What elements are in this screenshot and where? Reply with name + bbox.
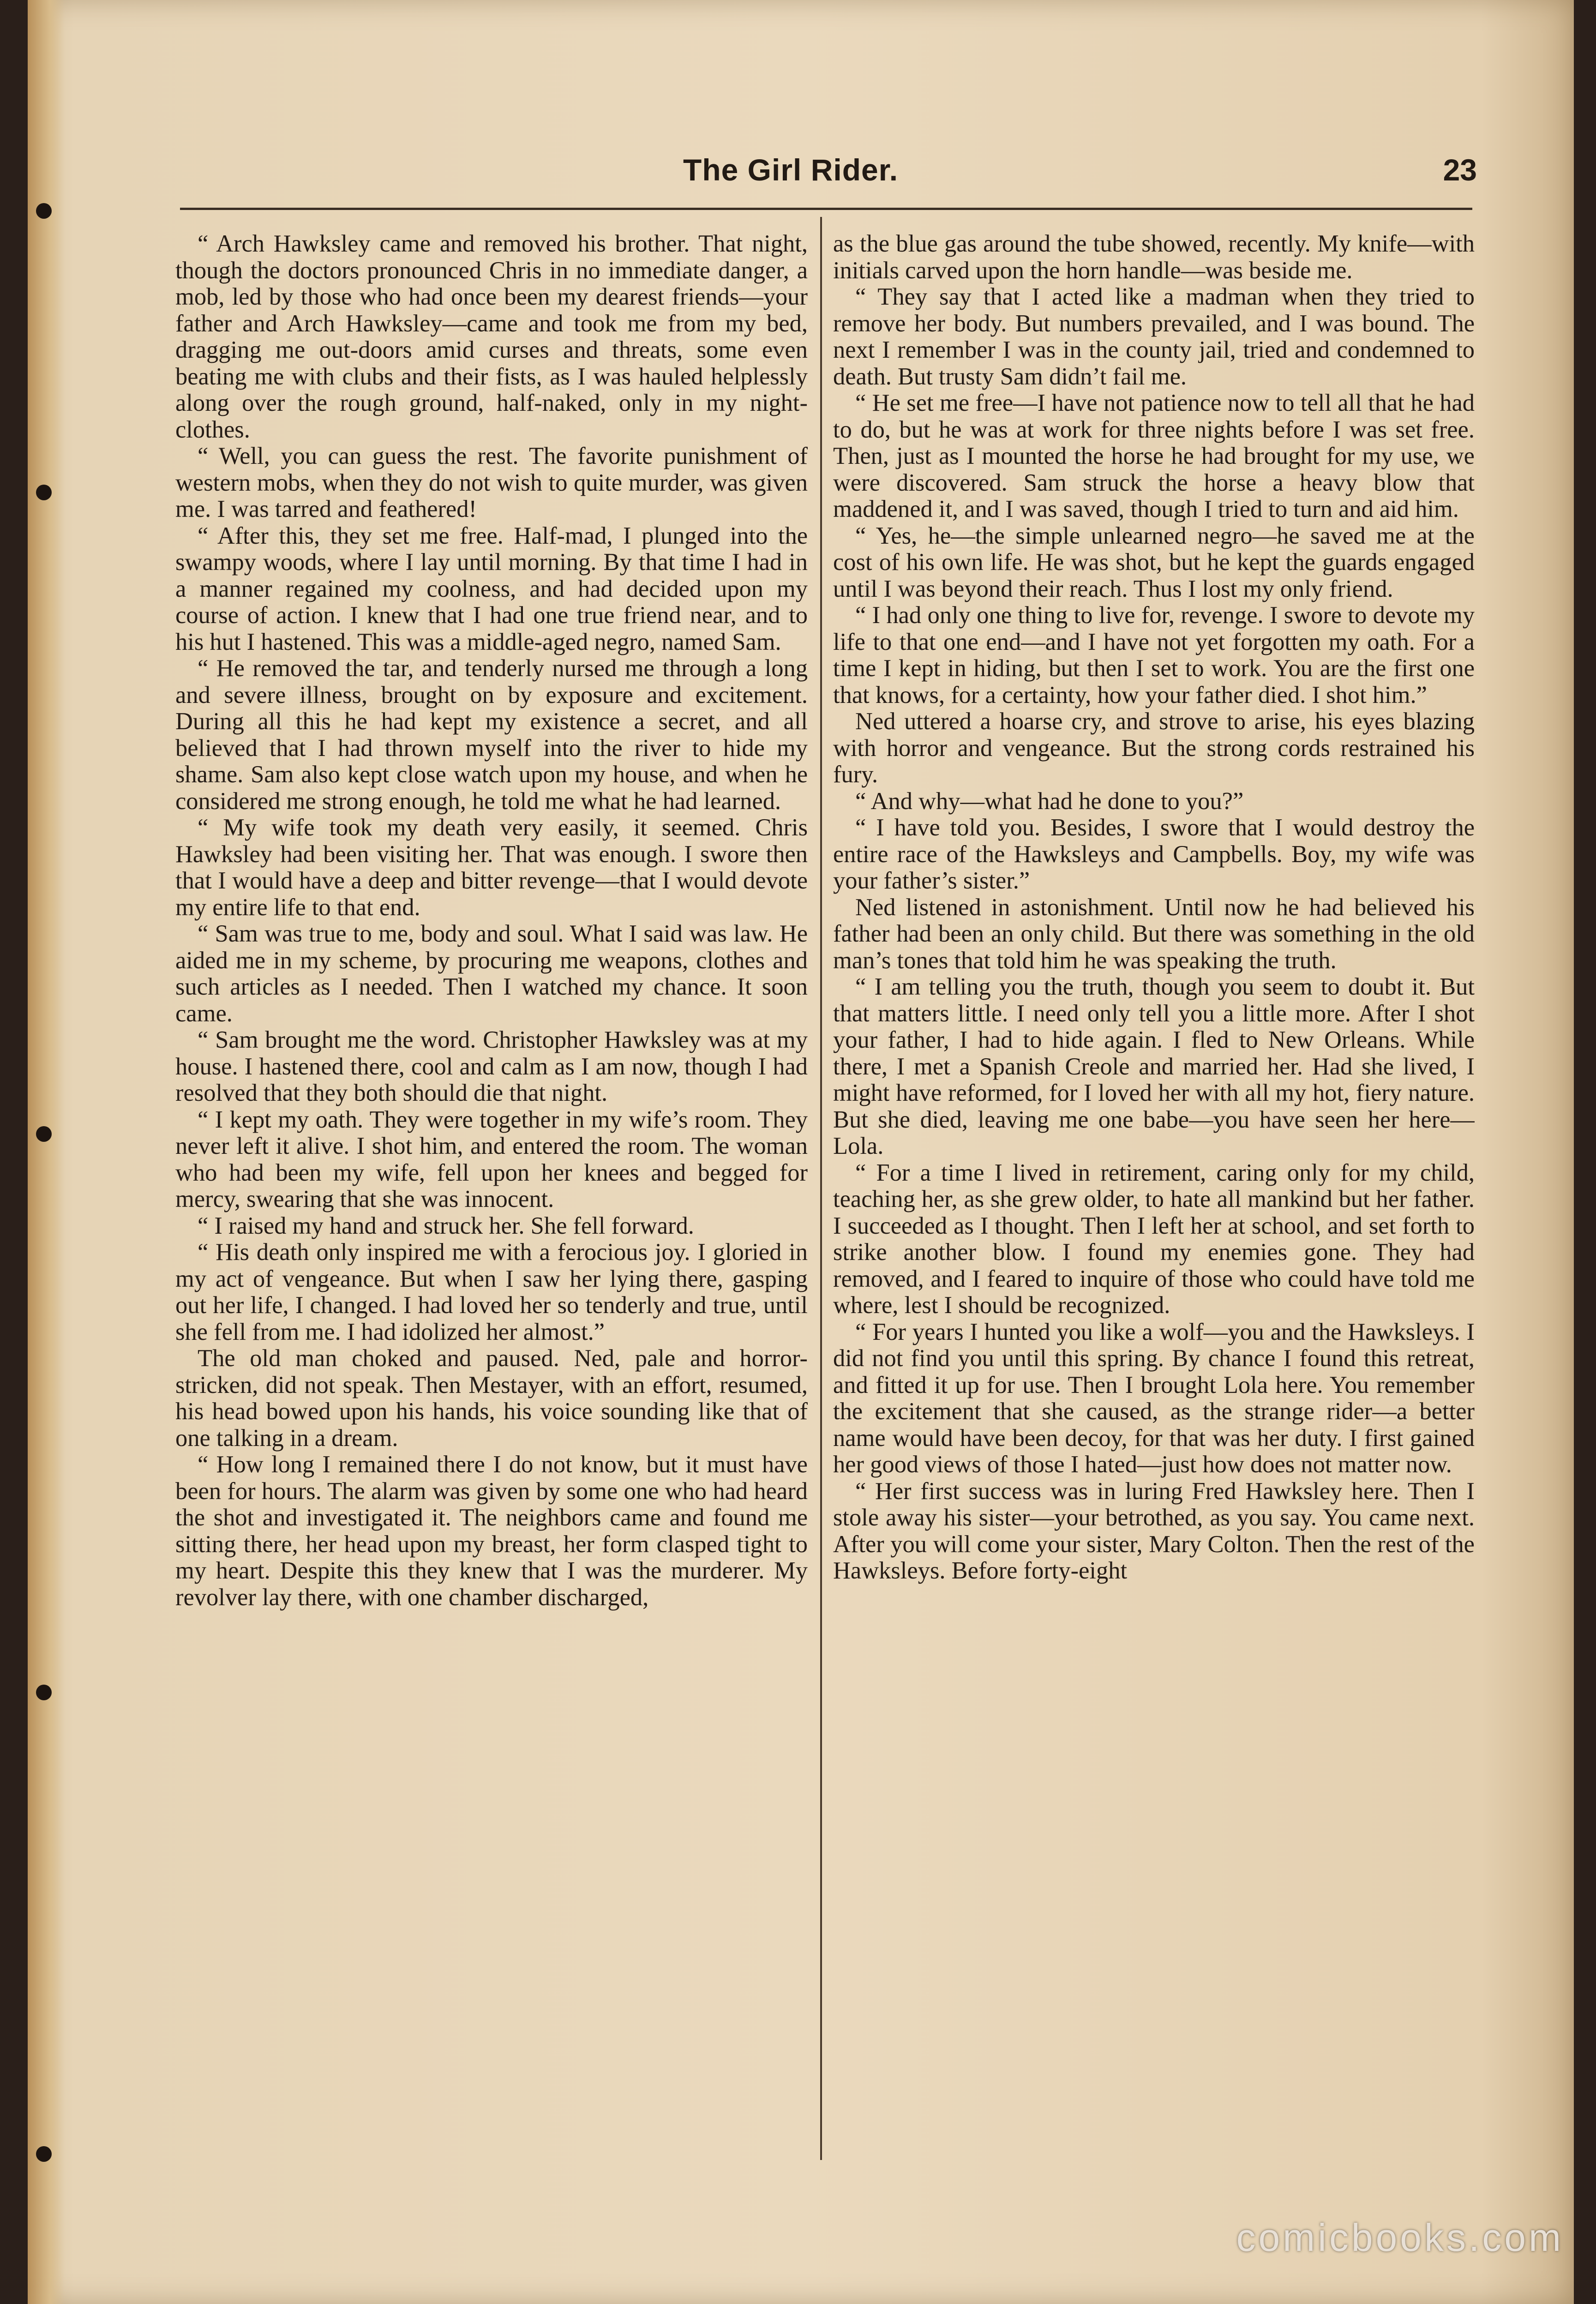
binding-hole [36,1126,52,1142]
running-head [683,152,1477,198]
paragraph: “ Yes, he—the simple unlearned negro—he saved me at the cost of his own life. He was shot, but he kept the guards engaged until I was beyond their reach. Thus I lost my only friend. [833,522,1475,602]
page-number: 23 [1443,153,1477,187]
paragraph: “ For a time I lived in retirement, caring only for my child, teaching her, as she grew older, to hate all mankind but her father. I succeeded as I thought. Then I left her at school, and set forth to strike another blow. I found my enemies gone. They had removed, and I feared to inquire of those who could have told me where, lest I should be recognized. [833,1159,1475,1319]
site-watermark: comicbooks.com [1236,2216,1564,2259]
paragraph: “ I had only one thing to live for, revenge. I swore to devote my life to that one end—and I have not yet forgotten my oath. For a time I kept in hiding, but then I set to work. You are the first one that knows, for a certainty, how your father died. I shot him.” [833,602,1475,708]
paragraph: “ How long I remained there I do not know, but it must have been for hours. The alarm was given by some one who had heard the shot and investigated it. The neighbors came and found me sitting there, her head upon my breast, her form clasped tight to my heart. Despite this they knew that I was the murderer. My revolver lay there, with one chamber discharged, [175,1451,808,1611]
binding-hole [36,203,52,219]
page-title: The Girl Rider. [683,153,899,187]
paragraph: Ned listened in astonishment. Until now he had believed his father had been an only child. But there was something in the old man’s tones that told him he was speaking the truth. [833,894,1475,974]
paragraph: “ Arch Hawksley came and removed his brother. That night, though the doctors pronounced Chris in no immediate danger, a mob, led by those who had once been my dearest friends—your father and Arch Hawksley—came and took me from my bed, dragging me out-doors amid curses and threats, some even beating me with clubs and their fists, as I was hauled helplessly along over the rough ground, half-naked, only in my night-clothes. [175,231,808,443]
paragraph: “ Her first success was in luring Fred Hawksley here. Then I stole away his sister—your betrothed, as you say. You came next. After you will come your sister, Mary Colton. Then the rest of the Hawksleys. Before forty-eight [833,1477,1475,1584]
binding-spine [28,0,65,2304]
paragraph: “ And why—what had he done to you?” [855,787,1244,815]
paragraph: “ He set me free—I have not patience now to tell all that he had to do, but he was at work for three nights before I was set free. Then, just as I mounted the horse he had brought for my use, we were discovered. Sam struck the horse a heavy blow that maddened it, and I was saved, though I tried to turn and aid him. [833,390,1475,522]
binding-hole [36,2146,52,2162]
right-column [833,231,1475,2169]
paragraph: Ned uttered a hoarse cry, and strove to arise, his eyes blazing with horror and vengeance. But the strong cords restrained his fury. [833,708,1475,788]
paragraph: “ My wife took my death very easily, it seemed. Chris Hawksley had been visiting her. That was enough. I swore then that I would have a deep and bitter revenge—that I would devote my entire life to that end. [175,814,808,921]
paragraph: “ I kept my oath. They were together in my wife’s room. They never left it alive. I shot him, and entered the room. The woman who had been my wife, fell upon her knees and begged for mercy, swearing that she was innocent. [175,1106,808,1212]
paragraph: “ Sam was true to me, body and soul. What I said was law. He aided me in my scheme, by procuring me weapons, clothes and such articles as I needed. Then I watched my chance. It soon came. [175,920,808,1027]
paragraph: “ After this, they set me free. Half-mad, I plunged into the swampy woods, where I lay until morning. By that time I had in a manner regained my coolness, and had decided upon my course of action. I knew that I had one true friend near, and to his hut I hastened. This was a middle-aged negro, named Sam. [175,522,808,655]
magazine-page [28,0,1574,2304]
paragraph: as the blue gas around the tube showed, recently. My knife—with initials carved upon the horn handle—was beside me. [833,231,1475,284]
paragraph: “ He removed the tar, and tenderly nursed me through a long and severe illness, brought on by exposure and excitement. During all this he had kept my existence a secret, and all believed that I had thrown myself into the river to hide my shame. Sam also kept close watch upon my house, and when he considered me strong enough, he told me what he had learned. [175,655,808,815]
header-rule [180,208,1472,210]
paragraph: “ They say that I acted like a madman when they tried to remove her body. But numbers prevailed, and I was bound. The next I remember I was in the county jail, tried and condemned to death. But trusty Sam didn’t fail me. [833,283,1475,390]
paragraph: “ Well, you can guess the rest. The favorite punishment of western mobs, when they do not wish to quite murder, was given me. I was tarred and feathered! [175,443,808,522]
paragraph: “ I have told you. Besides, I swore that I would destroy the entire race of the Hawksleys and Campbells. Boy, my wife was your father’s sister.” [833,814,1475,894]
paragraph: “ For years I hunted you like a wolf—you and the Hawksleys. I did not find you until this spring. By chance I found this retreat, and fitted it up for use. Then I brought Lola here. You remember the excitement that she caused, as the strange rider—a better name would have been decoy, for that was her duty. I first gained her good views of those I hated—just how does not matter now. [833,1318,1475,1478]
paragraph: “ His death only inspired me with a ferocious joy. I gloried in my act of vengeance. But when I saw her lying there, gasping out her life, I changed. I had loved her so tenderly and true, until she fell from me. I had idolized her almost.” [175,1239,808,1345]
paragraph: The old man choked and paused. Ned, pale and horror-stricken, did not speak. Then Mestayer, with an effort, resumed, his head bowed upon his hands, his voice sounding like that of one talking in a dream. [175,1345,808,1452]
paragraph: “ I am telling you the truth, though you seem to doubt it. But that matters little. I need only tell you a little more. After I shot your father, I had to hide again. I fled to New Orleans. While there, I met a Spanish Creole and married her. Had she lived, I might have reformed, for I loved her with all my hot, fiery nature. But she died, leaving me one babe—you have seen her here—Lola. [833,973,1475,1159]
binding-hole [36,485,52,500]
binding-hole [36,1685,52,1700]
paragraph: “ Sam brought me the word. Christopher Hawksley was at my house. I hastened there, cool and calm as I am now, though I had resolved that they both should die that night. [175,1026,808,1106]
left-column [175,231,808,2169]
column-divider [820,217,822,2160]
paragraph: “ I raised my hand and struck her. She fell forward. [198,1212,694,1239]
